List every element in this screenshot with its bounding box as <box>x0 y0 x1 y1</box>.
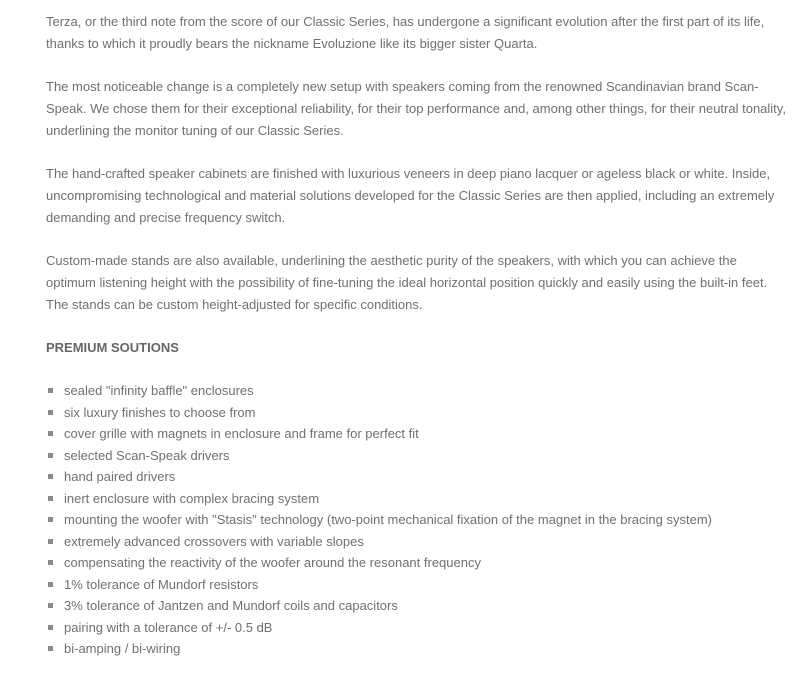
list-item <box>46 617 786 639</box>
square-bullet-icon <box>48 560 53 565</box>
list-item <box>46 638 786 660</box>
list-item <box>46 552 786 574</box>
list-item <box>46 423 786 445</box>
list-item <box>46 509 786 531</box>
square-bullet-icon <box>48 431 53 436</box>
list-item <box>46 466 786 488</box>
square-bullet-icon <box>48 410 53 415</box>
square-bullet-icon <box>48 388 53 393</box>
square-bullet-icon <box>48 625 53 630</box>
section-heading: PREMIUM SOUTIONS <box>46 340 179 355</box>
square-bullet-icon <box>48 539 53 544</box>
square-bullet-icon <box>48 646 53 651</box>
list-item <box>46 380 786 402</box>
speakers-paragraph: The most noticeable change is a completely new setup with speakers coming from the renowned Scandinavian brand Scan-Speak. We chose them for their exceptional reliability, for their top performance and, among other things, for their neutral tonality, underlining the monitor tuning of our Classic Series. <box>46 79 786 138</box>
square-bullet-icon <box>48 582 53 587</box>
list-item <box>46 488 786 510</box>
list-item-text: 1% tolerance of Mundorf resistors <box>64 576 259 592</box>
list-item-text: cover grille with magnets in enclosure and frame for perfect fit <box>64 426 419 441</box>
article-body <box>46 11 786 660</box>
square-bullet-icon <box>48 474 53 479</box>
list-item-text: pairing with a tolerance of +/- 0.5 dB <box>64 619 273 635</box>
list-item-text: compensating the reactivity of the woofer around the resonant frequency <box>64 555 481 570</box>
list-item-text: mounting the woofer with "Stasis" technology (two-point mechanical fixation of the magnet in the bracing system) <box>64 512 713 527</box>
cabinets-paragraph: The hand-crafted speaker cabinets are finished with luxurious veneers in deep piano lacquer or ageless black or white. Inside, uncompromising technological and material solutions developed for the Classic Series are then applied, including an extremely demanding and precise frequency switch. <box>46 166 775 225</box>
square-bullet-icon <box>48 603 53 608</box>
square-bullet-icon <box>48 453 53 458</box>
list-item-text: inert enclosure with complex bracing system <box>64 490 320 506</box>
list-item <box>46 574 786 596</box>
list-item <box>46 531 786 553</box>
list-item-text: 3% tolerance of Jantzen and Mundorf coils and capacitors <box>64 598 398 613</box>
list-item-text: selected Scan-Speak drivers <box>64 447 230 463</box>
list-item-text: hand paired drivers <box>64 469 176 484</box>
list-item-text: extremely advanced crossovers with variable slopes <box>64 533 364 549</box>
intro-paragraph: Terza, or the third note from the score of our Classic Series, has undergone a significant evolution after the first part of its life, thanks to which it proudly bears the nickname Evoluzione like its bigger sister Quarta. <box>46 14 765 51</box>
list-item <box>46 595 786 617</box>
list-item-text: sealed "infinity baffle" enclosures <box>64 383 254 398</box>
list-item-text: six luxury finishes to choose from <box>64 404 256 420</box>
list-item-text: bi-amping / bi-wiring <box>64 641 181 656</box>
square-bullet-icon <box>48 517 53 522</box>
list-item <box>46 445 786 467</box>
feature-list <box>46 380 786 660</box>
list-item <box>46 402 786 424</box>
stands-paragraph: Custom-made stands are also available, underlining the aesthetic purity of the speakers, with which you can achieve the optimum listening height with the possibility of fine-tuning the ideal horizontal position quickly and easily using the built-in feet. The stands can be custom height-adjusted for specific conditions. <box>46 253 768 312</box>
square-bullet-icon <box>48 496 53 501</box>
